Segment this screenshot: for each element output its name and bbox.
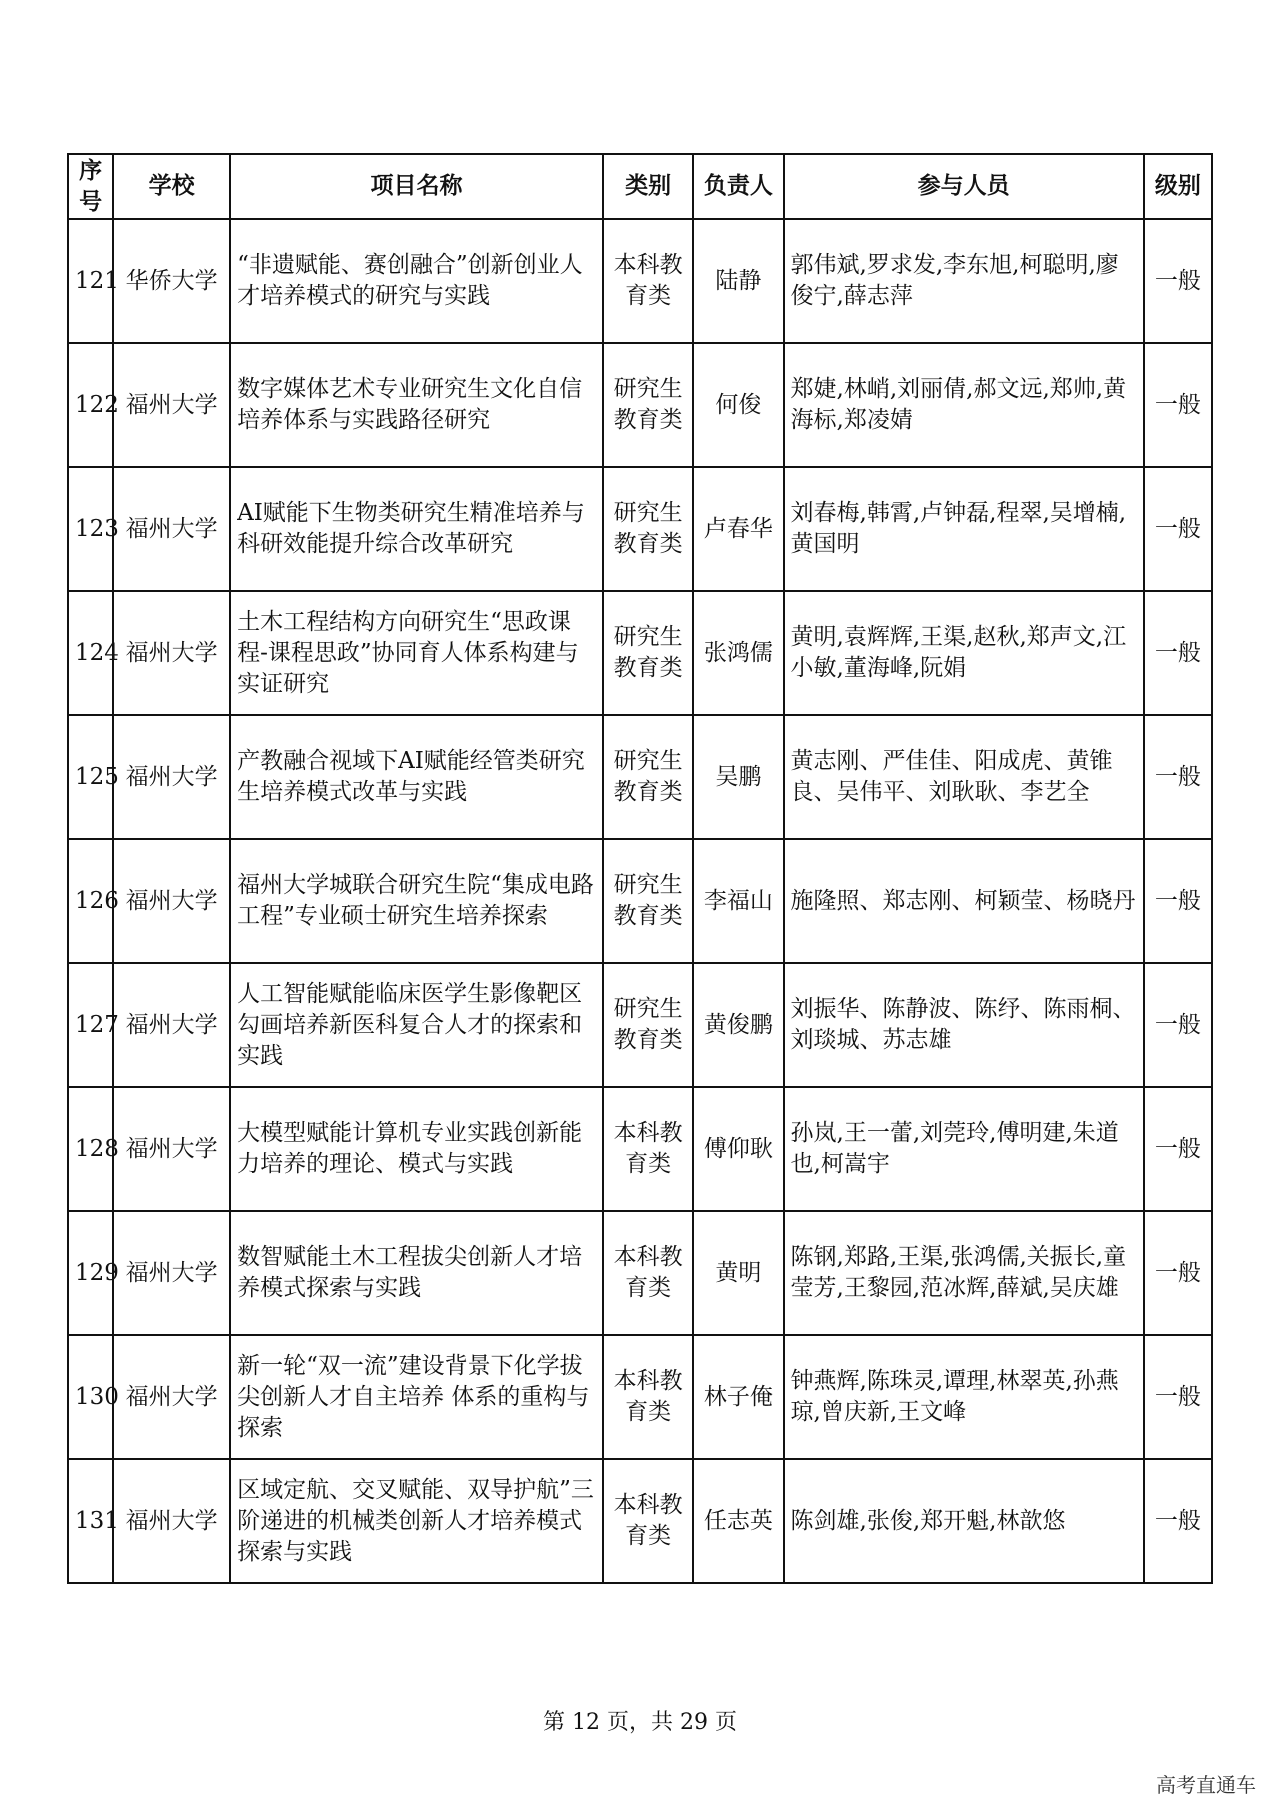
cell-school: 福州大学 (113, 1211, 230, 1335)
cell-seq: 130 (68, 1335, 113, 1459)
cell-school: 福州大学 (113, 591, 230, 715)
cell-members: 郭伟斌,罗求发,李东旭,柯聪明,廖俊宁,薛志萍 (784, 219, 1144, 343)
cell-category: 本科教育类 (603, 1335, 693, 1459)
cell-category: 本科教育类 (603, 1459, 693, 1583)
cell-project: “非遗赋能、赛创融合”创新创业人才培养模式的研究与实践 (230, 219, 603, 343)
watermark-text: 高考直通车 (1156, 1773, 1256, 1797)
cell-leader: 林子俺 (693, 1335, 783, 1459)
cell-category: 研究生教育类 (603, 839, 693, 963)
cell-seq: 122 (68, 343, 113, 467)
cell-leader: 吴鹏 (693, 715, 783, 839)
cell-level: 一般 (1144, 839, 1212, 963)
cell-category: 本科教育类 (603, 1087, 693, 1211)
table-header-row (68, 154, 1212, 219)
cell-category: 研究生教育类 (603, 963, 693, 1087)
cell-members: 孙岚,王一蕾,刘莞玲,傅明建,朱道也,柯嵩宇 (784, 1087, 1144, 1211)
cell-members: 郑婕,林峭,刘丽倩,郝文远,郑帅,黄海标,郑凌婧 (784, 343, 1144, 467)
cell-project: 区域定航、交叉赋能、双导护航”三阶递进的机械类创新人才培养模式探索与实践 (230, 1459, 603, 1583)
cell-level: 一般 (1144, 1211, 1212, 1335)
table-row (68, 715, 1212, 839)
cell-level: 一般 (1144, 1459, 1212, 1583)
cell-level: 一般 (1144, 715, 1212, 839)
table-body (68, 219, 1212, 1583)
cell-category: 研究生教育类 (603, 467, 693, 591)
cell-project: 新一轮“双一流”建设背景下化学拔尖创新人才自主培养 体系的重构与探索 (230, 1335, 603, 1459)
table-row (68, 467, 1212, 591)
cell-category: 研究生教育类 (603, 591, 693, 715)
cell-school: 福州大学 (113, 1087, 230, 1211)
table-row (68, 963, 1212, 1087)
cell-school: 福州大学 (113, 467, 230, 591)
cell-seq: 131 (68, 1459, 113, 1583)
cell-level: 一般 (1144, 343, 1212, 467)
cell-members: 黄明,袁辉辉,王渠,赵秋,郑声文,江小敏,董海峰,阮娟 (784, 591, 1144, 715)
cell-project: 产教融合视域下AI赋能经管类研究生培养模式改革与实践 (230, 715, 603, 839)
cell-project: 数字媒体艺术专业研究生文化自信培养体系与实践路径研究 (230, 343, 603, 467)
cell-category: 研究生教育类 (603, 343, 693, 467)
cell-level: 一般 (1144, 1087, 1212, 1211)
table-row (68, 839, 1212, 963)
cell-school: 福州大学 (113, 963, 230, 1087)
header-project: 项目名称 (230, 154, 603, 219)
cell-members: 黄志刚、严佳佳、阳成虎、黄锥良、吴伟平、刘耿耿、李艺全 (784, 715, 1144, 839)
cell-members: 刘春梅,韩霄,卢钟磊,程翠,吴增楠,黄国明 (784, 467, 1144, 591)
project-table (67, 153, 1213, 1584)
cell-leader: 傅仰耿 (693, 1087, 783, 1211)
cell-leader: 何俊 (693, 343, 783, 467)
table-row (68, 1335, 1212, 1459)
page-number: 第 12 页，共 29 页 (543, 1710, 737, 1735)
cell-category: 本科教育类 (603, 1211, 693, 1335)
table-row (68, 1459, 1212, 1583)
cell-seq: 129 (68, 1211, 113, 1335)
cell-seq: 126 (68, 839, 113, 963)
cell-seq: 127 (68, 963, 113, 1087)
cell-project: 人工智能赋能临床医学生影像靶区勾画培养新医科复合人才的探索和实践 (230, 963, 603, 1087)
cell-leader: 卢春华 (693, 467, 783, 591)
cell-seq: 121 (68, 219, 113, 343)
header-school: 学校 (113, 154, 230, 219)
cell-level: 一般 (1144, 591, 1212, 715)
cell-seq: 124 (68, 591, 113, 715)
table-row (68, 1211, 1212, 1335)
cell-project: 大模型赋能计算机专业实践创新能力培养的理论、模式与实践 (230, 1087, 603, 1211)
header-level: 级别 (1144, 154, 1212, 219)
cell-members: 钟燕辉,陈珠灵,谭理,林翠英,孙燕琼,曾庆新,王文峰 (784, 1335, 1144, 1459)
cell-project: 福州大学城联合研究生院“集成电路工程”专业硕士研究生培养探索 (230, 839, 603, 963)
table-row (68, 591, 1212, 715)
cell-leader: 陆静 (693, 219, 783, 343)
cell-school: 福州大学 (113, 839, 230, 963)
cell-level: 一般 (1144, 1335, 1212, 1459)
header-members: 参与人员 (784, 154, 1144, 219)
table-row (68, 219, 1212, 343)
cell-project: 土木工程结构方向研究生“思政课程-课程思政”协同育人体系构建与实证研究 (230, 591, 603, 715)
cell-seq: 128 (68, 1087, 113, 1211)
cell-leader: 黄明 (693, 1211, 783, 1335)
table-row (68, 343, 1212, 467)
cell-leader: 黄俊鹏 (693, 963, 783, 1087)
cell-level: 一般 (1144, 963, 1212, 1087)
cell-school: 福州大学 (113, 1459, 230, 1583)
cell-school: 华侨大学 (113, 219, 230, 343)
cell-category: 本科教育类 (603, 219, 693, 343)
cell-members: 施隆照、郑志刚、柯颖莹、杨晓丹 (784, 839, 1144, 963)
cell-leader: 李福山 (693, 839, 783, 963)
cell-project: AI赋能下生物类研究生精准培养与科研效能提升综合改革研究 (230, 467, 603, 591)
cell-level: 一般 (1144, 467, 1212, 591)
header-category: 类别 (603, 154, 693, 219)
cell-level: 一般 (1144, 219, 1212, 343)
cell-project: 数智赋能土木工程拔尖创新人才培养模式探索与实践 (230, 1211, 603, 1335)
header-seq: 序号 (68, 154, 113, 219)
cell-school: 福州大学 (113, 343, 230, 467)
cell-members: 陈剑雄,张俊,郑开魁,林歆悠 (784, 1459, 1144, 1583)
cell-members: 刘振华、陈静波、陈纾、陈雨桐、刘琰城、苏志雄 (784, 963, 1144, 1087)
cell-leader: 任志英 (693, 1459, 783, 1583)
cell-category: 研究生教育类 (603, 715, 693, 839)
header-leader: 负责人 (693, 154, 783, 219)
cell-members: 陈钢,郑路,王渠,张鸿儒,关振长,童莹芳,王黎园,范冰辉,薛斌,吴庆雄 (784, 1211, 1144, 1335)
table-row (68, 1087, 1212, 1211)
cell-leader: 张鸿儒 (693, 591, 783, 715)
cell-seq: 123 (68, 467, 113, 591)
cell-school: 福州大学 (113, 1335, 230, 1459)
cell-school: 福州大学 (113, 715, 230, 839)
cell-seq: 125 (68, 715, 113, 839)
